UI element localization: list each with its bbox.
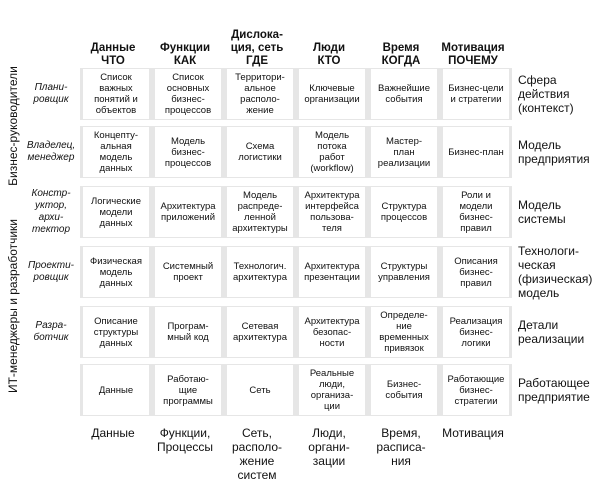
matrix-cell: Работаю- щие программы [155,365,221,415]
matrix-cell: Важнейшие события [371,69,437,119]
column-header-motivation: Мотивация ПОЧЕМУ [441,42,505,67]
matrix-cell: Определе- ние временных привязок [371,307,437,357]
row-perspective-label: Работающее предприятие [518,376,590,404]
matrix-cell: Описания бизнес- правил [443,247,509,297]
column-header-time: Время КОГДА [381,42,421,67]
matrix-cell: Архитектура безопас- ности [299,307,365,357]
matrix-cell: Территори- альное располо- жение [227,69,293,119]
group-label-it: ИТ-менеджеры и разработчики [6,218,21,394]
column-footer-motivation: Мотивация [442,426,504,440]
row-perspective-label: Модель системы [518,198,566,226]
matrix-cell: Сеть [227,365,293,415]
matrix-cell: Архитектура приложений [155,187,221,237]
matrix-cell: Реализация бизнес- логики [443,307,509,357]
column-footer-network: Сеть, располо- жение систем [231,426,283,482]
row-perspective-label: Технологи- ческая (физическая) модель [518,244,593,300]
matrix-cell: Архитектура презентации [299,247,365,297]
row-label-planner: Плани- ровщик [33,82,69,105]
column-footer-data: Данные [91,426,135,440]
matrix-cell: Сетевая архитектура [227,307,293,357]
matrix-cell: Список основных бизнес- процессов [155,69,221,119]
matrix-cell: Логические модели данных [83,187,149,237]
matrix-cell: Програм- мный код [155,307,221,357]
row-label-owner: Владелец, менеджер [26,140,76,163]
matrix-cell: Бизнес-план [443,127,509,177]
row-perspective-label: Детали реализации [518,318,585,346]
column-header-network: Дислока- ция, сеть ГДЕ [230,29,284,67]
matrix-cell: Описание структуры данных [83,307,149,357]
column-header-functions: Функции КАК [159,42,211,67]
group-label-business: Бизнес-руководители [6,66,21,186]
matrix-cell: Список важных понятий и объектов [83,69,149,119]
column-footer-people: Люди, органи- зации [308,426,350,468]
matrix-cell: Технологич. архитектура [227,247,293,297]
row-perspective-label: Модель предприятия [518,138,590,166]
matrix-cell: Данные [83,365,149,415]
matrix-cell: Схема логистики [227,127,293,177]
row-label-developer: Разра- ботчик [33,320,69,343]
matrix-cell: Модель бизнес- процессов [155,127,221,177]
matrix-cell: Архитектура интерфейса пользова- теля [299,187,365,237]
matrix-cell: Структура процессов [371,187,437,237]
matrix-cell: Модель распреде- ленной архитектуры [227,187,293,237]
matrix-cell: Системный проект [155,247,221,297]
matrix-cell: Ключевые организации [299,69,365,119]
matrix-cell: Физическая модель данных [83,247,149,297]
matrix-cell: Бизнес- события [371,365,437,415]
row-label-builder: Проекти- ровщик [28,260,74,283]
matrix-cell: Мастер- план реализации [371,127,437,177]
row-label-designer: Констр- уктор, архи- тектор [31,188,71,235]
matrix-cell: Роли и модели бизнес- правил [443,187,509,237]
row-perspective-label: Сфера действия (контекст) [518,73,574,115]
matrix-cell: Концепту- альная модель данных [83,127,149,177]
column-footer-functions: Функции, Процессы [156,426,213,454]
matrix-cell: Работающие бизнес- стратегии [443,365,509,415]
matrix-cell: Бизнес-цели и стратегии [443,69,509,119]
column-header-people: Люди КТО [312,42,346,67]
matrix-cell: Модель потока работ (workflow) [299,127,365,177]
matrix-cell: Структуры управления [371,247,437,297]
column-header-data: Данные ЧТО [90,42,136,67]
column-footer-time: Время, расписа- ния [376,426,426,468]
matrix-cell: Реальные люди, организа- ции [299,365,365,415]
